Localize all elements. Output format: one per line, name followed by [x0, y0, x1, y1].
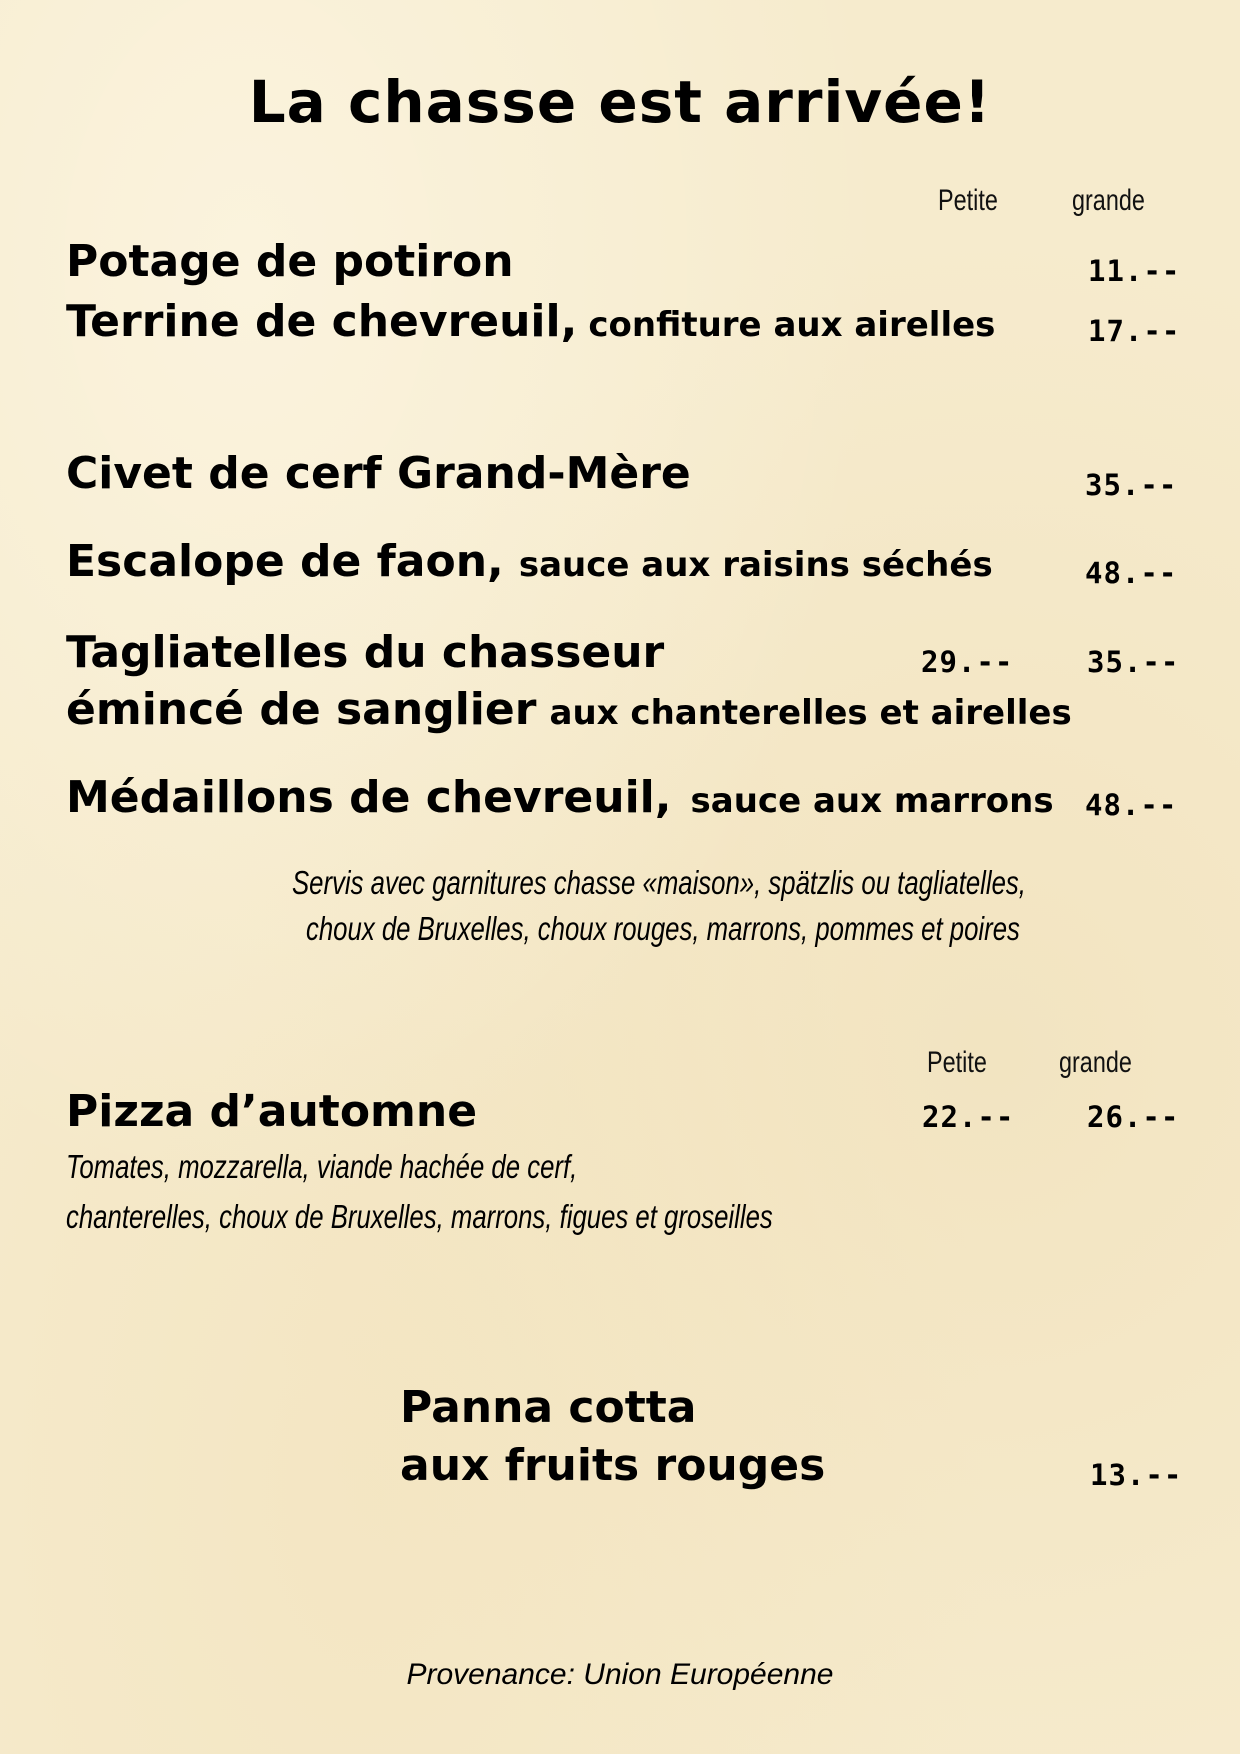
dish-name: Potage de potiron	[66, 236, 514, 287]
dessert-name: Panna cotta	[400, 1382, 697, 1433]
column-header-petite: Petite	[927, 1046, 987, 1079]
dish-name: Pizza d’automne	[66, 1086, 478, 1137]
garnish-note-line: Servis avec garnitures chasse «maison», spätzlis ou tagliatelles,	[292, 864, 1026, 901]
dish-name: Médaillons de chevreuil,	[66, 772, 672, 823]
price-grande: 35.--	[1087, 645, 1180, 679]
dish-description: confiture aux airelles	[588, 305, 996, 345]
dish-name-second-line: émincé de sanglier	[66, 684, 537, 735]
dish-name: Escalope de faon,	[66, 536, 504, 587]
column-header-grande: grande	[1059, 1046, 1132, 1079]
menu-title: La chasse est arrivée!	[248, 68, 992, 136]
dish-name: Terrine de chevreuil,	[66, 296, 578, 347]
price-grande: 17.--	[1088, 314, 1181, 348]
price-grande: 26.--	[1087, 1100, 1180, 1134]
column-header-grande: grande	[1072, 184, 1145, 217]
price-petite: 29.--	[921, 645, 1014, 679]
menu-item-escalope	[66, 536, 993, 587]
column-header-petite: Petite	[938, 184, 998, 217]
price-petite: 22.--	[922, 1100, 1015, 1134]
price-grande: 11.--	[1088, 254, 1181, 288]
dish-name: Tagliatelles du chasseur	[66, 627, 665, 678]
menu-item-terrine	[66, 296, 995, 347]
pizza-description-line: Tomates, mozzarella, viande hachée de cerf,	[66, 1148, 578, 1185]
menu-item-medaillons	[66, 772, 1054, 823]
garnish-note-line: choux de Bruxelles, choux rouges, marrons, pommes et poires	[306, 910, 1020, 947]
dessert-name-second-line: aux fruits rouges	[400, 1440, 826, 1491]
price-grande: 35.--	[1085, 468, 1178, 502]
provenance-footer: Provenance: Union Européenne	[406, 1658, 834, 1691]
price-grande: 48.--	[1085, 556, 1178, 590]
dish-name: Civet de cerf Grand-Mère	[66, 448, 691, 499]
dish-description: sauce aux raisins séchés	[518, 545, 993, 585]
dish-description: aux chanterelles et airelles	[549, 693, 1072, 733]
dish-description: sauce aux marrons	[690, 781, 1054, 821]
menu-item-tagliatelles-line2	[66, 684, 1072, 735]
price-dessert: 13.--	[1090, 1458, 1183, 1492]
price-grande: 48.--	[1085, 788, 1178, 822]
pizza-description-line: chanterelles, choux de Bruxelles, marrons, figues et groseilles	[66, 1198, 773, 1235]
